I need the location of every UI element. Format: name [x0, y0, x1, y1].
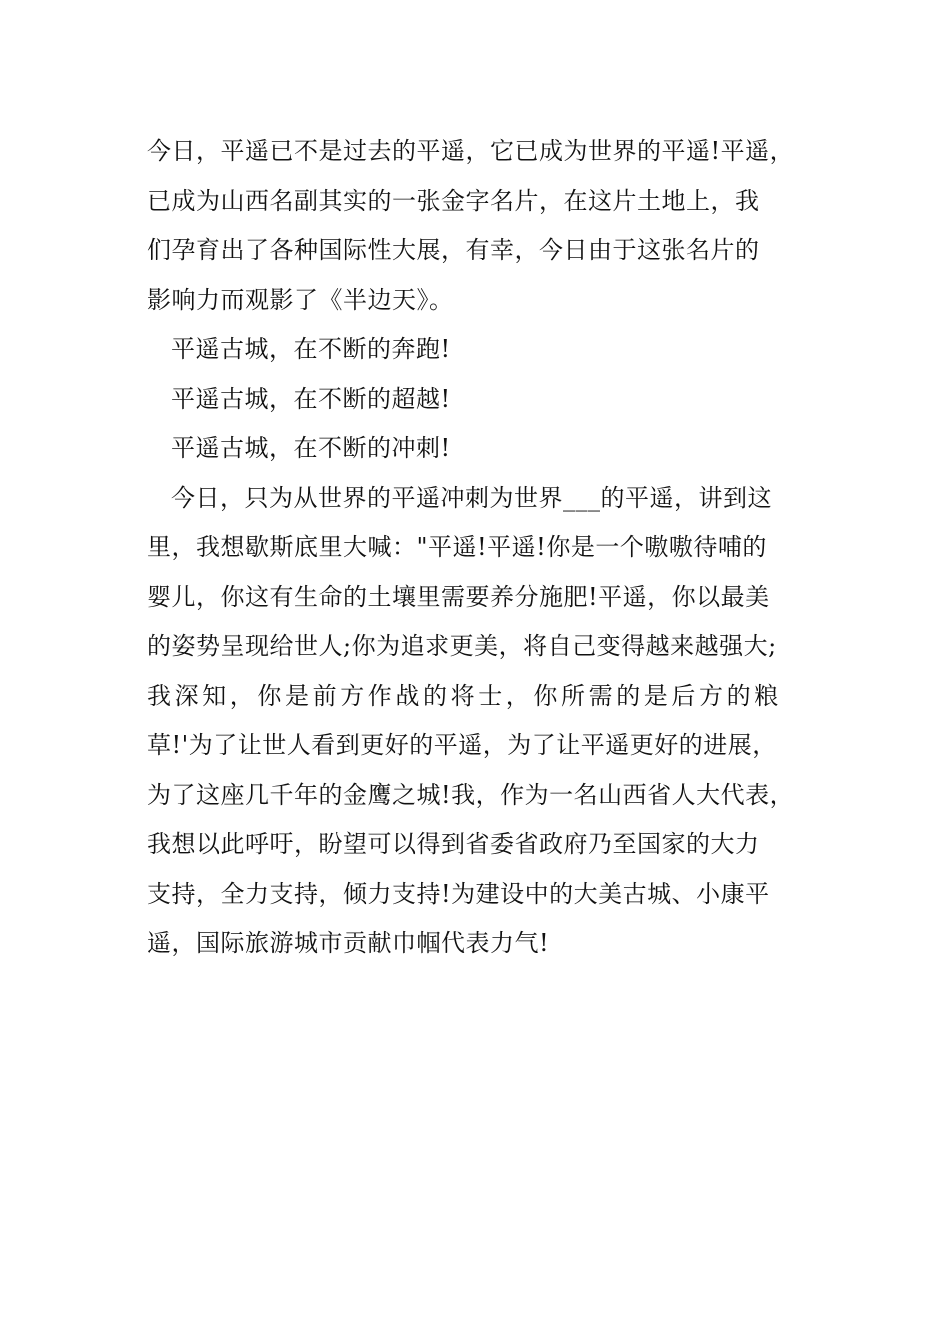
text-line: 我深知，你是前方作战的将士，你所需的是后方的粮 [147, 681, 782, 710]
text-line: 们孕育出了各种国际性大展，有幸，今日由于这张名片的 [147, 236, 760, 264]
text-line: 影响力而观影了《半边天》。 [147, 285, 454, 314]
text-line: 支持，全力支持，倾力支持!为建设中的大美古城、小康平 [147, 879, 770, 908]
text-line: 今日，只为从世界的平遥冲刺为世界___的平遥，讲到这 [171, 483, 772, 512]
text-line: 今日，平遥已不是过去的平遥，它已成为世界的平遥!平遥， [147, 137, 795, 165]
text-line: 我想以此呼吁，盼望可以得到省委省政府乃至国家的大力 [147, 830, 760, 858]
text-line: 平遥古城，在不断的奔跑! [171, 335, 451, 363]
document-body [147, 127, 833, 969]
text-line: 已成为山西名副其实的一张金字名片，在这片土地上，我 [147, 186, 760, 215]
text-line: 平遥古城，在不断的冲刺! [171, 434, 451, 462]
text-line: 婴儿，你这有生命的土壤里需要养分施肥!平遥，你以最美 [147, 582, 770, 611]
text-line: 平遥古城，在不断的超越! [171, 384, 451, 413]
text-line: 的姿势呈现给世人;你为追求更美，将自己变得越来越强大; [147, 632, 777, 660]
text-line: 草!'为了让世人看到更好的平遥，为了让平遥更好的进展， [147, 731, 777, 759]
text-line: 遥，国际旅游城市贡献巾帼代表力气! [147, 929, 550, 957]
text-line: 里，我想歇斯底里大喊："平遥!平遥!你是一个嗷嗷待哺的 [147, 533, 767, 561]
text-line: 为了这座几千年的金鹰之城!我，作为一名山西省人大代表， [147, 780, 795, 809]
